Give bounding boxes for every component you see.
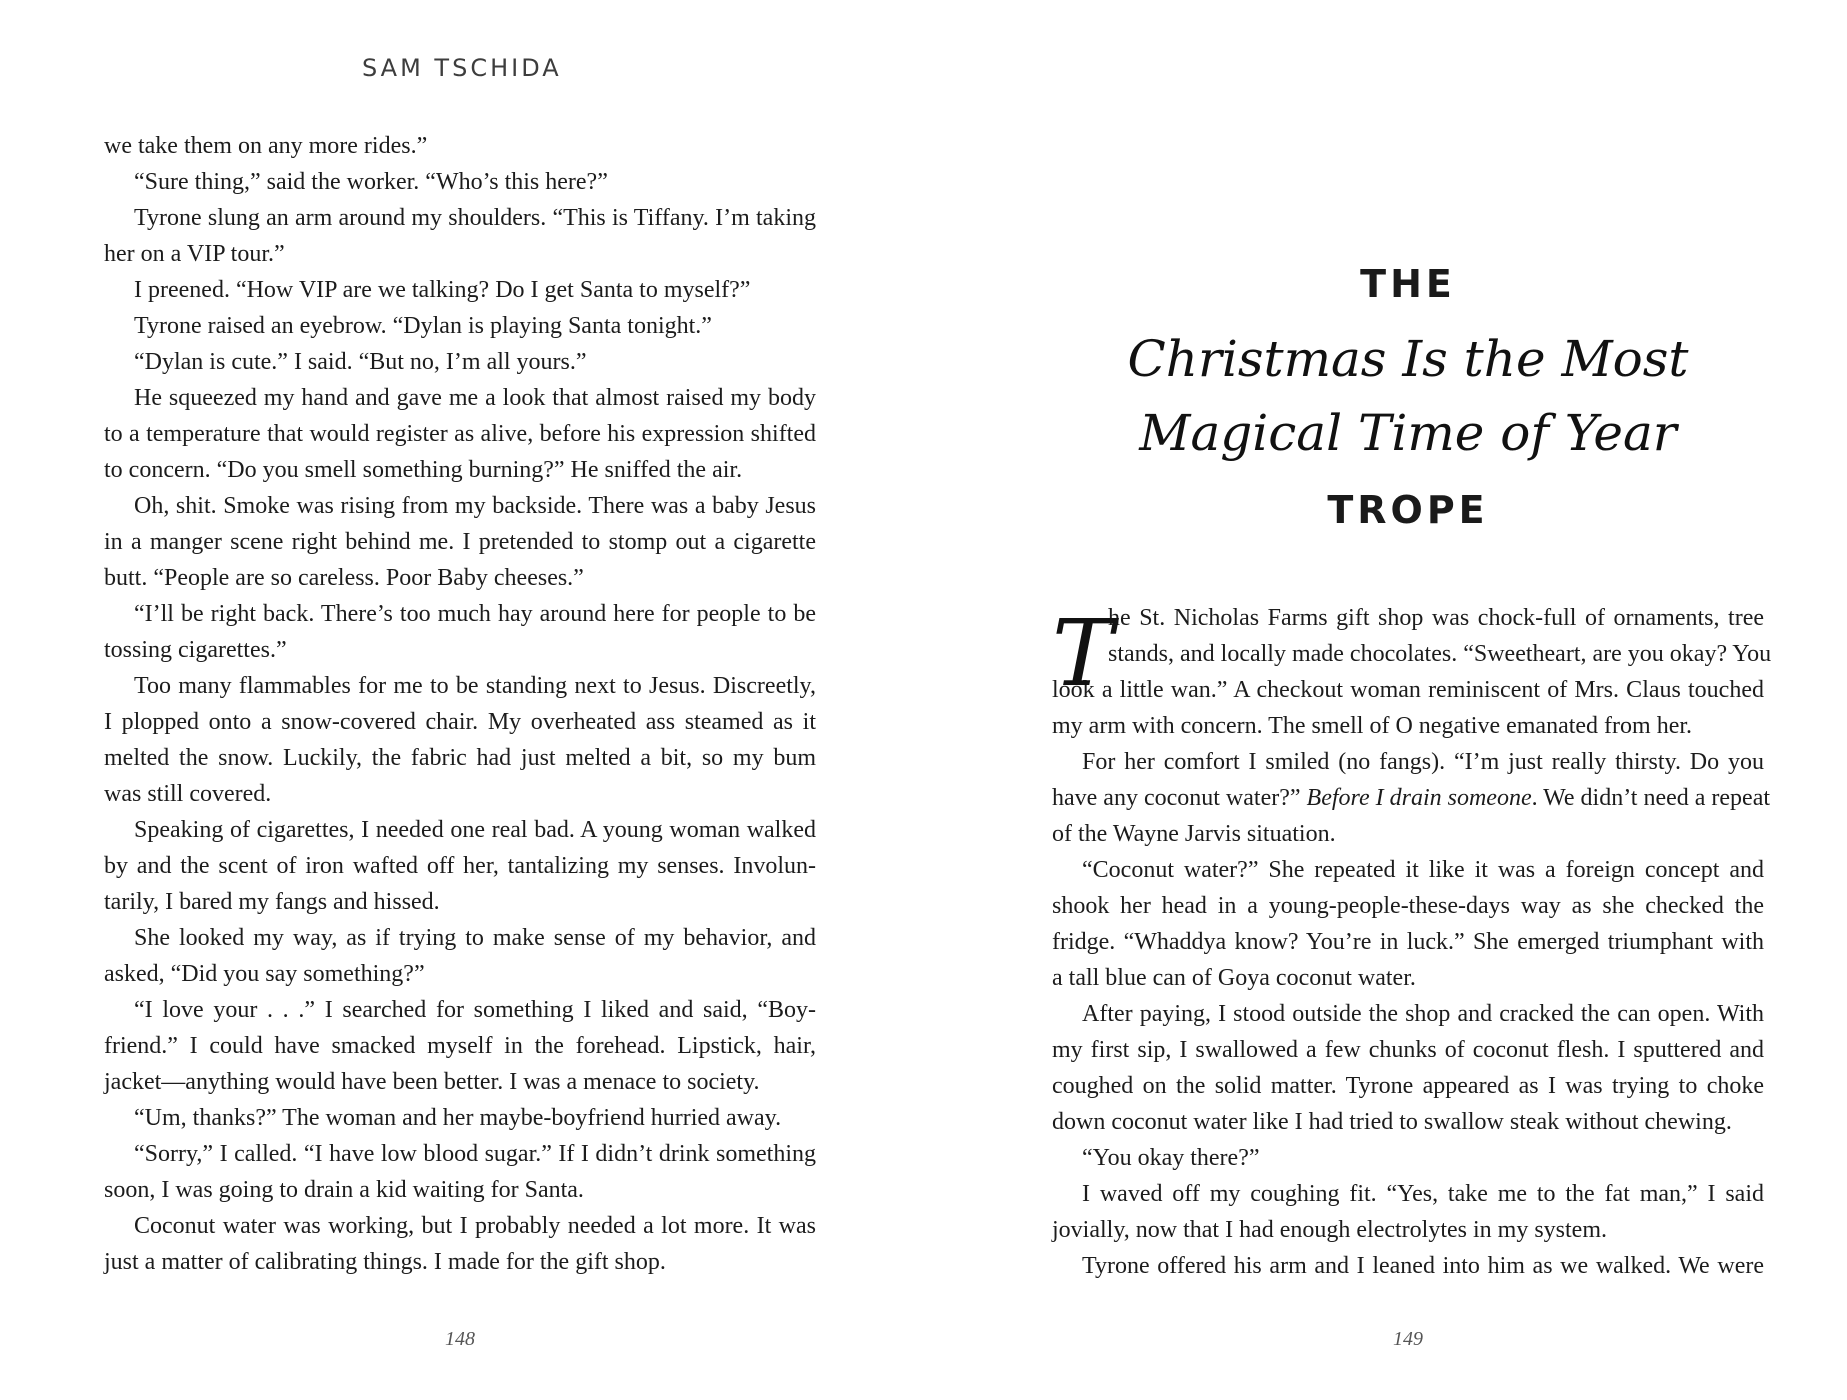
text-line: in a manger scene right behind me. I pretended to stomp out a cigarette — [104, 529, 816, 555]
text-span: he St. Nicholas Farms gift shop was chock-full of ornaments, tree — [1108, 605, 1764, 631]
text-line: Tyrone slung an arm around my shoulders. “This is Tiffany. I’m taking — [134, 205, 816, 231]
text-line: “Dylan is cute.” I said. “But no, I’m all yours.” — [134, 349, 587, 375]
text-line: melted the snow. Luckily, the fabric had just melted a bit, so my bum — [104, 745, 816, 771]
text-line: was still covered. — [104, 781, 272, 807]
text-line: tarily, I bared my fangs and hissed. — [104, 889, 440, 915]
body-text — [1052, 600, 1772, 1284]
text-line: we take them on any more rides.” — [104, 133, 428, 159]
text-line — [1052, 1104, 1764, 1140]
text-line: Speaking of cigarettes, I needed one real bad. A young woman walked — [134, 817, 816, 843]
text-span: stands, and locally made chocolates. “Sweetheart, are you okay? You — [1108, 641, 1772, 667]
text-span: “Coconut water?” She repeated it like it was a foreign concept and — [1082, 857, 1764, 883]
text-line: Oh, shit. Smoke was rising from my backside. There was a baby Jesus — [134, 493, 816, 519]
text-line — [1052, 636, 1772, 672]
text-line — [1052, 1212, 1764, 1248]
text-line: I plopped onto a snow-covered chair. My overheated ass steamed as it — [104, 709, 816, 735]
chapter-title-line-2: Magical Time of Year — [1139, 404, 1677, 462]
text-line — [1052, 780, 1771, 816]
text-line: her on a VIP tour.” — [104, 241, 285, 267]
text-span: have any coconut water?” — [1052, 785, 1307, 811]
left-page — [104, 0, 816, 1400]
text-line: “Sure thing,” said the worker. “Who’s this here?” — [134, 169, 608, 195]
text-line: just a matter of calibrating things. I made for the gift shop. — [104, 1249, 666, 1275]
running-head: SAM TSCHIDA — [362, 54, 562, 82]
text-line: I preened. “How VIP are we talking? Do I get Santa to myself?” — [134, 277, 751, 303]
text-line: friend.” I could have smacked myself in the forehead. Lipstick, hair, — [104, 1033, 816, 1059]
text-line: asked, “Did you say something?” — [104, 961, 425, 987]
right-page — [1052, 0, 1772, 1400]
text-span: For her comfort I smiled (no fangs). “I’m just really thirsty. Do you — [1082, 749, 1764, 775]
text-span: “You okay there?” — [1082, 1145, 1260, 1171]
chapter-title-line-1: Christmas Is the Most — [1127, 330, 1689, 388]
text-span: look a little wan.” A checkout woman reminiscent of Mrs. Claus touched — [1052, 677, 1764, 703]
drop-cap: T — [1052, 600, 1114, 707]
text-line — [1052, 744, 1764, 780]
text-line — [1052, 888, 1764, 924]
text-line — [1052, 924, 1764, 960]
text-line — [1052, 600, 1764, 636]
text-line — [1052, 1140, 1764, 1176]
text-line: “Sorry,” I called. “I have low blood sugar.” If I didn’t drink something — [134, 1141, 816, 1167]
text-span: coughed on the solid matter. Tyrone appeared as I was trying to choke — [1052, 1073, 1764, 1099]
text-line — [1052, 1032, 1764, 1068]
text-line: Too many flammables for me to be standing next to Jesus. Discreetly, — [134, 673, 816, 699]
chapter-title-bottom: TROPE — [1327, 488, 1489, 532]
text-span: my arm with concern. The smell of O negative emanated from her. — [1052, 713, 1693, 739]
text-line: to concern. “Do you smell something burning?” He sniffed the air. — [104, 457, 743, 483]
page-number: 148 — [445, 1328, 475, 1350]
text-line: He squeezed my hand and gave me a look that almost raised my body — [134, 385, 816, 411]
page-number: 149 — [1393, 1328, 1423, 1350]
text-span: jovially, now that I had enough electrolytes in my system. — [1052, 1217, 1607, 1243]
text-line — [1052, 672, 1764, 708]
text-span: fridge. “Whaddya know? You’re in luck.” She emerged triumphant with — [1052, 929, 1764, 955]
text-span: . We didn’t need a repeat — [1531, 785, 1771, 811]
text-line — [1052, 1176, 1764, 1212]
text-line: Coconut water was working, but I probably needed a lot more. It was — [134, 1213, 816, 1239]
text-line: soon, I was going to drain a kid waiting for Santa. — [104, 1177, 584, 1203]
chapter-title — [1052, 256, 1764, 538]
text-line — [1052, 996, 1764, 1032]
chapter-title-main — [1052, 322, 1764, 470]
text-line — [1052, 852, 1764, 888]
text-line: tossing cigarettes.” — [104, 637, 287, 663]
text-line — [1052, 1248, 1764, 1284]
text-line: by and the scent of iron wafted off her, tantalizing my senses. Involun- — [104, 853, 816, 879]
body-text — [104, 128, 816, 1280]
text-line: to a temperature that would register as alive, before his expression shifted — [104, 421, 816, 447]
text-line: “I love your . . .” I searched for something I liked and said, “Boy- — [134, 997, 816, 1023]
chapter-title-top: THE — [1360, 262, 1456, 306]
text-span: After paying, I stood outside the shop and cracked the can open. With — [1082, 1001, 1764, 1027]
text-line — [1052, 1068, 1764, 1104]
text-span: a tall blue can of Goya coconut water. — [1052, 965, 1416, 991]
text-span: of the Wayne Jarvis situation. — [1052, 821, 1336, 847]
text-span: down coconut water like I had tried to swallow steak without chewing. — [1052, 1109, 1732, 1135]
text-span: shook her head in a young-people-these-days way as she checked the — [1052, 893, 1764, 919]
text-line: “I’ll be right back. There’s too much hay around here for people to be — [134, 601, 816, 627]
text-line: She looked my way, as if trying to make sense of my behavior, and — [134, 925, 816, 951]
text-line — [1052, 960, 1764, 996]
text-line: jacket—anything would have been better. I was a menace to society. — [104, 1069, 760, 1095]
text-line — [1052, 816, 1764, 852]
text-line: butt. “People are so careless. Poor Baby cheeses.” — [104, 565, 584, 591]
text-span: Tyrone offered his arm and I leaned into him as we walked. We were — [1082, 1253, 1764, 1279]
italic-text: Before I drain someone — [1306, 785, 1532, 811]
text-line: “Um, thanks?” The woman and her maybe-boyfriend hurried away. — [134, 1105, 782, 1131]
text-span: my first sip, I swallowed a few chunks of coconut flesh. I sputtered and — [1052, 1037, 1764, 1063]
text-line: Tyrone raised an eyebrow. “Dylan is playing Santa tonight.” — [134, 313, 712, 339]
text-line — [1052, 708, 1764, 744]
text-span: I waved off my coughing fit. “Yes, take me to the fat man,” I said — [1082, 1181, 1764, 1207]
